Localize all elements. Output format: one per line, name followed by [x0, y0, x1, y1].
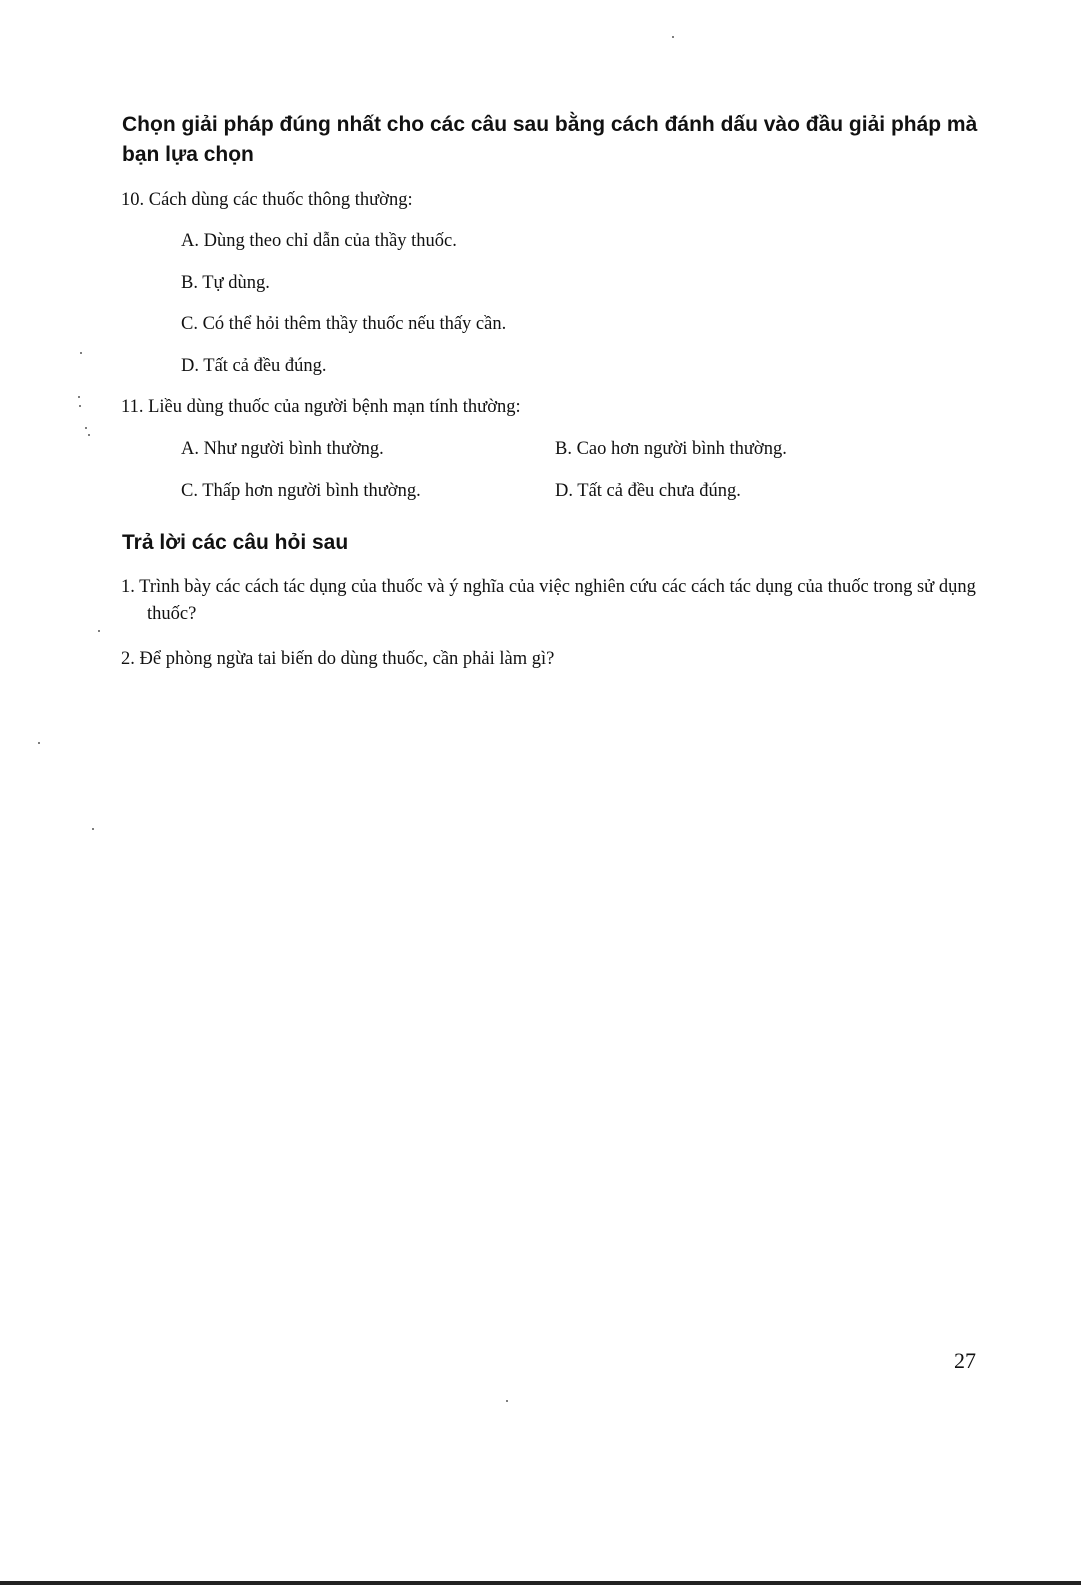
- scan-speck: [78, 396, 80, 398]
- scan-speck: [80, 352, 82, 354]
- question-10-option-d: D. Tất cả đều đúng.: [181, 356, 327, 376]
- question-10-stem: 10. Cách dùng các thuốc thông thường:: [121, 190, 413, 210]
- question-11-option-d: D. Tất cả đều chưa đúng.: [555, 481, 741, 501]
- scan-speck: [85, 427, 87, 429]
- scan-bottom-edge: [0, 1581, 1081, 1585]
- scan-speck: [506, 1400, 508, 1402]
- question-10-option-b: B. Tự dùng.: [181, 273, 270, 293]
- open-question-2: 2. Để phòng ngừa tai biến do dùng thuốc, cần phải làm gì?: [121, 649, 555, 669]
- scan-speck: [88, 434, 90, 436]
- section-heading-multiple-choice: Chọn giải pháp đúng nhất cho các câu sau bằng cách đánh dấu vào đầu giải pháp mà bạn lựa chọn: [122, 113, 978, 166]
- scan-speck: [79, 405, 81, 407]
- scan-speck: [672, 36, 674, 38]
- scan-speck: [98, 630, 100, 632]
- question-11-option-c: C. Thấp hơn người bình thường.: [181, 481, 421, 501]
- page-number: 27: [954, 1348, 976, 1373]
- scan-speck: [38, 742, 40, 744]
- section-heading-open-questions: Trả lời các câu hỏi sau: [122, 531, 349, 554]
- question-11-option-a: A. Như người bình thường.: [181, 439, 384, 459]
- question-11-stem: 11. Liều dùng thuốc của người bệnh mạn tính thường:: [121, 397, 521, 417]
- question-11-option-b: B. Cao hơn người bình thường.: [555, 439, 787, 459]
- open-question-1: 1. Trình bày các cách tác dụng của thuốc và ý nghĩa của việc nghiên cứu các cách tác dụng của thuốc trong sử dụng thuốc?: [121, 577, 976, 624]
- question-10-option-c: C. Có thể hỏi thêm thầy thuốc nếu thấy cần.: [181, 314, 507, 334]
- question-10-option-a: A. Dùng theo chỉ dẫn của thầy thuốc.: [181, 231, 457, 251]
- scan-speck: [92, 828, 94, 830]
